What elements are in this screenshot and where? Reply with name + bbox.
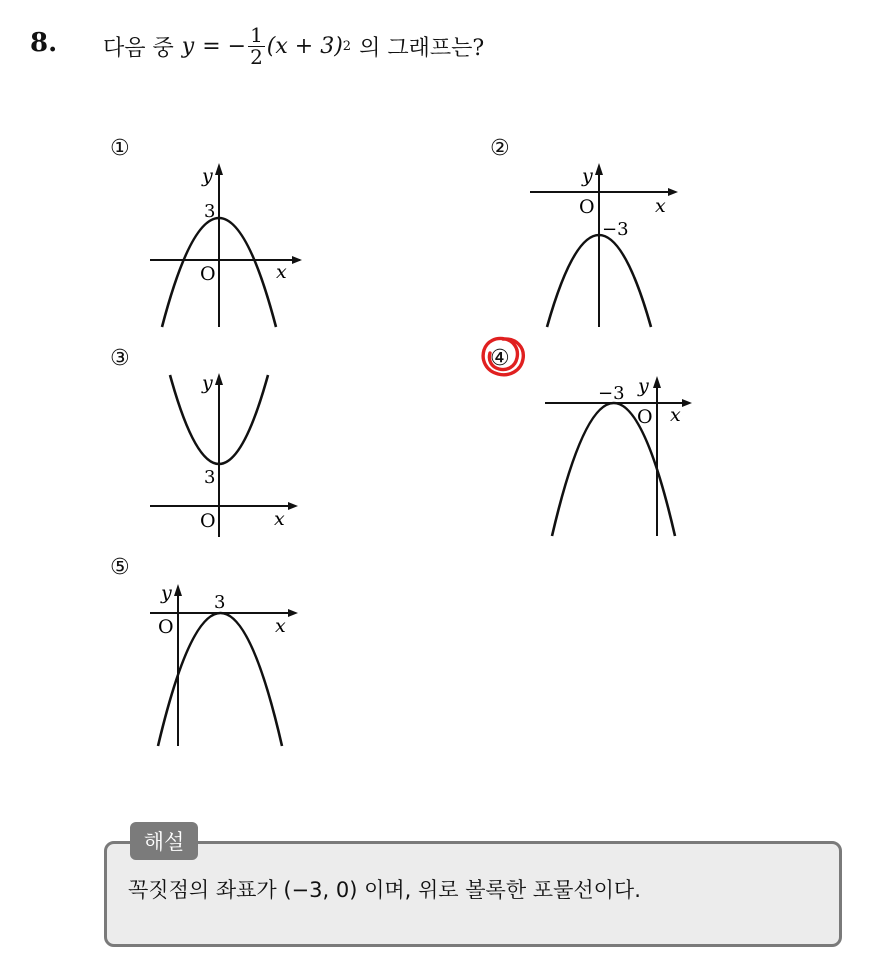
x-axis-label: x [275,615,286,637]
option-5-graph [140,578,320,753]
question-prefix: 다음 중 [103,35,174,61]
y-axis-label: y [582,165,593,187]
origin-label: O [158,616,174,638]
x-axis-arrow-icon [288,502,298,510]
y-axis-arrow-icon [215,163,223,175]
y-axis-arrow-icon [653,376,661,388]
option-5-label[interactable]: ⑤ [110,555,130,580]
fraction-numerator: 1 [250,22,263,47]
vertex-label: 3 [214,592,226,613]
option-3-label[interactable]: ③ [110,346,130,371]
vertex-label: 3 [204,467,216,488]
x-axis-label: x [655,195,666,217]
question-y-var: y [181,33,195,59]
question-exponent: 2 [342,38,352,54]
fraction-denominator: 2 [250,44,263,69]
y-axis-arrow-icon [215,373,223,385]
y-axis-arrow-icon [174,584,182,596]
y-axis-label: y [202,165,213,187]
origin-label: O [579,196,595,218]
option-4-label[interactable]: ④ [490,346,510,371]
option-1-graph [140,155,320,335]
x-axis-label: x [274,508,285,530]
question-text [103,18,484,74]
explanation-text: 꼭짓점의 좌표가 (−3, 0) 이며, 위로 볼록한 포물선이다. [128,878,641,902]
origin-label: O [200,263,216,285]
option-2-graph [520,155,700,335]
option-3-graph [140,365,320,545]
question-fraction [248,22,265,69]
option-1-label[interactable]: ① [110,136,130,161]
option-2-label[interactable]: ② [490,136,510,161]
x-axis-arrow-icon [292,256,302,264]
option-4-graph [540,370,705,545]
question-expression: (x + 3) [266,33,343,59]
x-axis-label: x [276,261,287,283]
answer-circle-mark-icon [477,333,529,381]
origin-label: O [200,510,216,532]
origin-label: O [637,406,653,428]
vertex-label: −3 [602,219,629,240]
question-suffix: 의 그래프는? [359,35,485,61]
y-axis-arrow-icon [595,163,603,175]
y-axis-label: y [638,375,649,397]
intercept-label: 3 [204,201,216,222]
y-axis-label: y [161,582,172,604]
x-axis-label: x [670,404,681,426]
parabola-curve [158,613,282,746]
vertex-label: −3 [598,383,625,404]
x-axis-arrow-icon [668,188,678,196]
question-number: 8. [30,28,58,58]
y-axis-label: y [202,372,213,394]
x-axis-arrow-icon [682,399,692,407]
question-equals: = − [202,33,247,59]
x-axis-arrow-icon [288,609,298,617]
explanation-tag: 해설 [130,822,198,860]
